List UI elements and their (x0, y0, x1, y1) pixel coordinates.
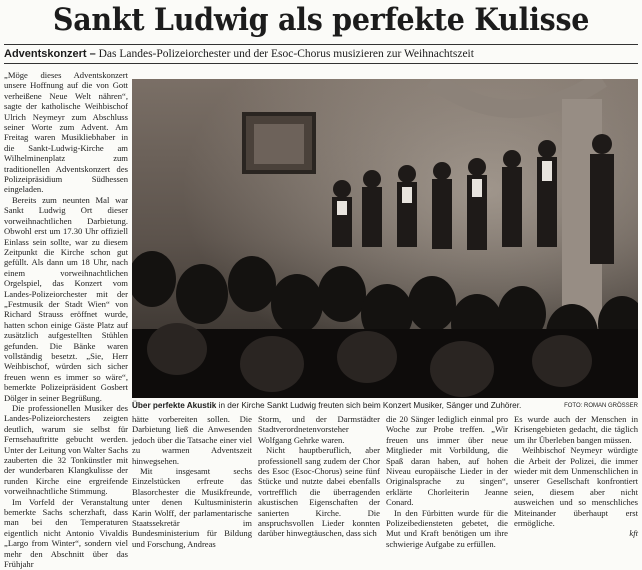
paragraph: In den Fürbitten wurde für die Polizeibediensteten gebetet, die Mut und Kraft benötigen um ihre schwierige Aufgabe zu erfüllen. (386, 507, 508, 549)
article-column-2 (132, 414, 252, 549)
caption-text: in der Kirche Sankt Ludwig freuten sich beim Konzert Musiker, Sänger und Zuhörer. (218, 401, 522, 410)
paragraph: Die professionellen Musiker des Landes-Polizeiorchesters zeigten deutlich, warum sie selbst für Fernsehauftritte gebucht werden. Unter der Leitung von Walter Sachs zauberten die 32 Tonkünstler mit der wunderbaren Klangkulisse der runden Kirche eine ergreifende vorweihnachtliche Stimmung. (4, 403, 128, 497)
paragraph: Bereits zum neunten Mal war Sankt Ludwig Ort dieser vorweihnachtlichen Darbietung. Obwohl erst um 17.30 Uhr offiziell Einlass sein sollte, war zu diesem Zeitpunkt die Kirche schon gut gefüllt. Als dann um 18 Uhr, nach einem vorweihnachtlichen Orgelspiel, das Konzert vom Landes-Polizeiorchester mit der „Festmusik der Stadt Wien“ von Richard Strauss eröffnet wurde, hatten schon einige Gäste Platz auf zusätzlich aufgestellten Stühlen gefunden. Die Bänke waren vollständig besetzt. „Sie, Herr Weihbischof, würden sich sicher freuen wenn es immer so wäre“, bemerkte Polizeipräsident Gosbert Dölger in seiner Begrüßung. (4, 194, 128, 403)
subheadline-row (4, 47, 640, 61)
paragraph: „Möge dieses Adventskonzert unsere Hoffnung auf die von Gott verheißene Neue Welt nähren“, sagte der katholische Weihbischof Ulrich Neymeyr zum Abschluss seiner Worte zum Advent. Am Freitag waren Musikliebhaber in die Sankt-Ludwig-Kirche am Wilhelminenplatz zum traditionellen Adventskonzert des Polizeipräsidium Südhessen eingeladen. (4, 70, 128, 195)
paragraph: Storm, und der Darmstädter Stadtverordnetenvorsteher Wolfgang Gehrke waren. (258, 414, 380, 445)
paragraph: hätte vorbereiten sollen. Die Darbietung ließ die Anwesenden jedoch über die Tatsache einer viel zu warmen Adventszeit hinwegsehen. (132, 414, 252, 466)
paragraph: Nicht hauptberuflich, aber professionell sang zudem der Chor des Esoc (Esoc-Chorus) seine fünf Stücke und nutzte dabei ebenfalls vortrefflich die überragenden akustischen Eigenschaften der sanierten Kirche. Die anspruchsvollen Lieder konnten darüber hinwegtäuschen, dass sich (258, 445, 380, 539)
paragraph: Es wurde auch der Menschen in Krisengebieten gedacht, die täglich um ihr Überleben bangen müssen. (514, 414, 638, 445)
article-column-5 (514, 414, 638, 539)
article-column-4 (386, 414, 508, 549)
paragraph: Im Vorfeld der Veranstaltung bemerkte Sachs scherzhaft, dass man bei den Temperaturen eigentlich nicht Antonio Vivaldis „Largo from Winter“, sondern viel mehr den Abschnitt über das Frühjahr (4, 496, 128, 570)
kicker: Adventskonzert – (4, 48, 96, 60)
author-signature: kft (629, 528, 638, 539)
divider (4, 44, 638, 45)
paragraph: die 20 Sänger lediglich einmal pro Woche zur Probe treffen. „Wir freuen uns immer über neue Mitglieder mit Vorbildung, die Spaß daran haben, auf hohen Niveau europäische Lieder in der Originalsprache zu singen“, erklärte Chorleiterin Jeanne Conard. (386, 414, 508, 508)
divider (4, 63, 638, 64)
article-column-1 (4, 70, 128, 570)
caption-bold: Über perfekte Akustik (132, 401, 217, 410)
headline: Sankt Ludwig als perfekte Kulisse (52, 2, 590, 38)
article-column-3 (258, 414, 380, 539)
subheadline: Das Landes-Polizeiorchester und der Esoc-Chorus musizieren zur Weihnachtszeit (98, 48, 474, 60)
paragraph: Mit insgesamt sechs Einzelstücken erfreute das Blasorchester die Musikfreunde, unter denen Kultusministerin Karin Wolff, der parlamentarische Staatssekretär im Bundesministerium für Bildung und Forschung, Andreas (132, 466, 252, 549)
paragraph: Weihbischof Neymeyr würdigte die Arbeit der Polizei, die immer wieder mit dem Unmenschlichen in unserer Gesellschaft konfrontiert seien, diesem aber nicht ausweichen und so menschliches Miteinander überhaupt erst ermögliche. (514, 445, 638, 529)
concert-photo (132, 79, 638, 398)
photo-credit: FOTO: ROMAN GRÖSSER (564, 403, 638, 409)
photo-caption (132, 401, 638, 411)
